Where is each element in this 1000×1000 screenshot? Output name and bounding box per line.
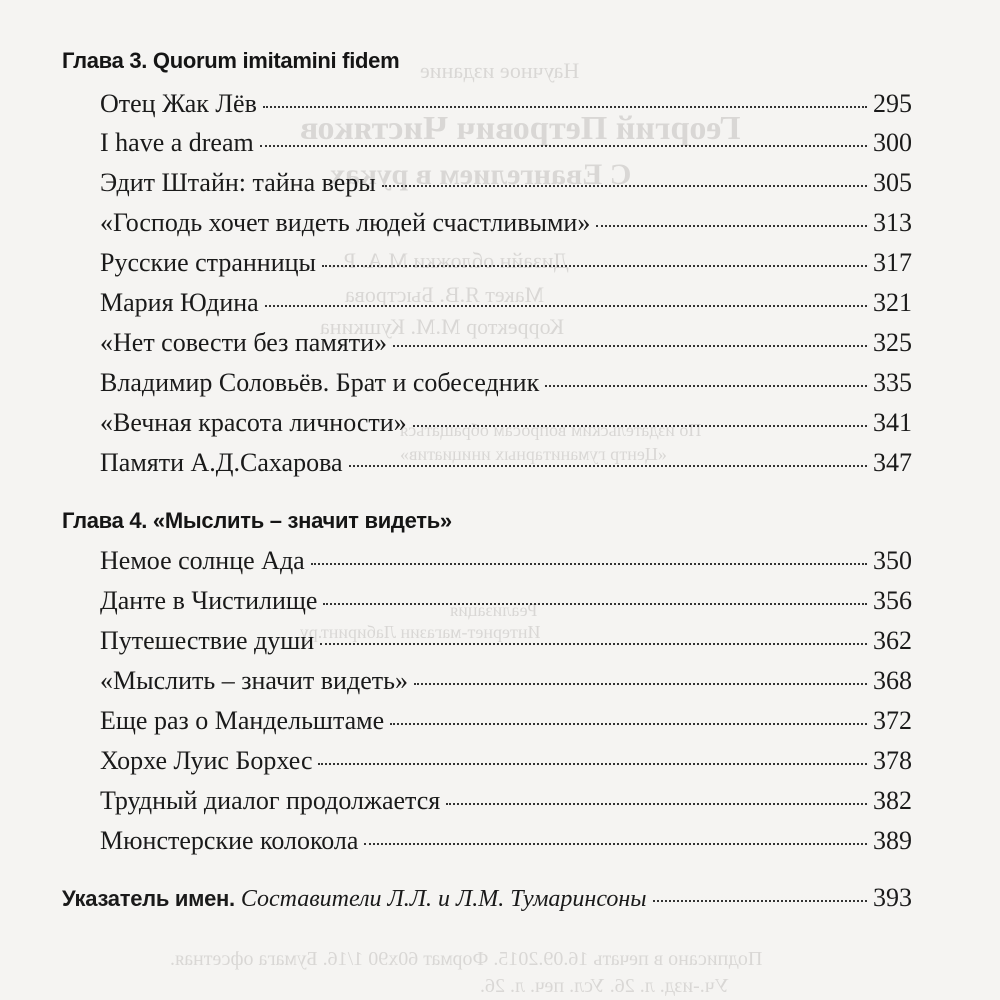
entry-page: 295 (873, 89, 912, 118)
toc-entry (100, 208, 912, 238)
toc-entry (100, 626, 912, 656)
toc-entry (100, 786, 912, 816)
index-compilers: Составители Л.Л. и Л.М. Тумаринсоны (240, 886, 647, 912)
show-through-10: Интернет-магазин Лабиринт.ру (300, 622, 541, 642)
toc-entry (100, 586, 912, 616)
dot-leader (393, 345, 867, 347)
index-page: 393 (873, 883, 912, 912)
entry-page: 350 (873, 546, 912, 575)
dot-leader (382, 185, 867, 187)
chapter-4-heading: Глава 4. «Мыслить – значит видеть» (62, 508, 452, 533)
index-label: Указатель имен. (62, 886, 235, 911)
entry-title: «Господь хочет видеть людей счастливыми» (100, 208, 591, 237)
entry-page: 347 (873, 448, 912, 477)
entry-page: 335 (873, 368, 912, 397)
show-through-2: Георгий Петрович Чистяков (300, 110, 741, 147)
toc-entry (100, 89, 912, 119)
entry-page: 300 (873, 128, 912, 157)
entry-page: 382 (873, 786, 912, 815)
entry-title: Эдит Штайн: тайна веры (100, 168, 376, 197)
entry-title: Немое солнце Ада (100, 546, 305, 575)
show-through-1: Научное издание (420, 58, 580, 83)
entry-title: Хорхе Луис Борхес (100, 746, 313, 775)
dot-leader (263, 106, 867, 108)
toc-entry (100, 128, 912, 158)
dot-leader (311, 563, 867, 565)
entry-page: 389 (873, 826, 912, 855)
entry-page: 368 (873, 666, 912, 695)
show-through-9: Реализация (450, 600, 538, 620)
dot-leader (446, 803, 867, 805)
show-through-6: Корректор М.М. Кушкина (320, 314, 565, 339)
dot-leader (265, 305, 867, 307)
show-through-7: По издательским вопросам обращаться (400, 420, 702, 440)
toc-entry (100, 666, 912, 696)
entry-title: Владимир Соловьёв. Брат и собеседник (100, 368, 540, 397)
entry-title: «Мыслить – значит видеть» (100, 666, 408, 695)
dot-leader (413, 425, 867, 427)
entry-page: 305 (873, 168, 912, 197)
dot-leader (390, 723, 867, 725)
entry-title: «Вечная красота личности» (100, 408, 407, 437)
show-through-3: С Евангелием в руках (330, 158, 632, 191)
dot-leader (349, 465, 867, 467)
dot-leader (323, 603, 867, 605)
entry-page: 317 (873, 248, 912, 277)
entry-title: Данте в Чистилище (100, 586, 318, 615)
entry-title: Памяти А.Д.Сахарова (100, 448, 343, 477)
toc-entry (100, 448, 912, 478)
show-through-8: «Центр гуманитарных инициатив» (400, 444, 667, 464)
entry-page: 341 (873, 408, 912, 437)
toc-entry (100, 368, 912, 398)
show-through-4: Дизайн обложки М.А. Р... (330, 248, 569, 273)
entry-page: 356 (873, 586, 912, 615)
toc-entry (100, 168, 912, 198)
entry-title: Мария Юдина (100, 288, 259, 317)
entry-title: Еще раз о Мандельштаме (100, 706, 385, 735)
toc-entry (100, 706, 912, 736)
toc-entry (100, 746, 912, 776)
show-through-12: Уч.-изд. л. 26. Усл. печ. л. 26. (480, 975, 730, 997)
dot-leader (364, 843, 867, 845)
dot-leader (653, 900, 867, 902)
entry-title: «Нет совести без памяти» (100, 328, 388, 357)
show-through-11: Подписано в печать 16.09.2015. Формат 60х90 1/16. Бумага офсетная. (170, 948, 763, 970)
index-entry (62, 883, 912, 914)
dot-leader (318, 763, 867, 765)
entry-title: Мюнстерские колокола (100, 826, 359, 855)
entry-page: 321 (873, 288, 912, 317)
toc-entry (100, 408, 912, 438)
dot-leader (320, 643, 867, 645)
entry-page: 313 (873, 208, 912, 237)
chapter-3-heading: Глава 3. Quorum imitamini fidem (62, 48, 400, 73)
dot-leader (322, 265, 867, 267)
toc-entry (100, 546, 912, 576)
toc-entry (100, 328, 912, 358)
toc-entry (100, 826, 912, 856)
entry-title: Русские странницы (100, 248, 317, 277)
toc-entry (100, 288, 912, 318)
entry-page: 325 (873, 328, 912, 357)
dot-leader (545, 385, 867, 387)
dot-leader (260, 145, 867, 147)
show-through-5: Макет Я.В. Быстрова (345, 282, 545, 307)
entry-title: I have a dream (100, 128, 254, 157)
entry-page: 362 (873, 626, 912, 655)
dot-leader (414, 683, 867, 685)
toc-entry (100, 248, 912, 278)
entry-title: Отец Жак Лёв (100, 89, 257, 118)
entry-title: Путешествие души (100, 626, 315, 655)
entry-title: Трудный диалог продолжается (100, 786, 441, 815)
dot-leader (596, 225, 867, 227)
entry-page: 372 (873, 706, 912, 735)
entry-page: 378 (873, 746, 912, 775)
